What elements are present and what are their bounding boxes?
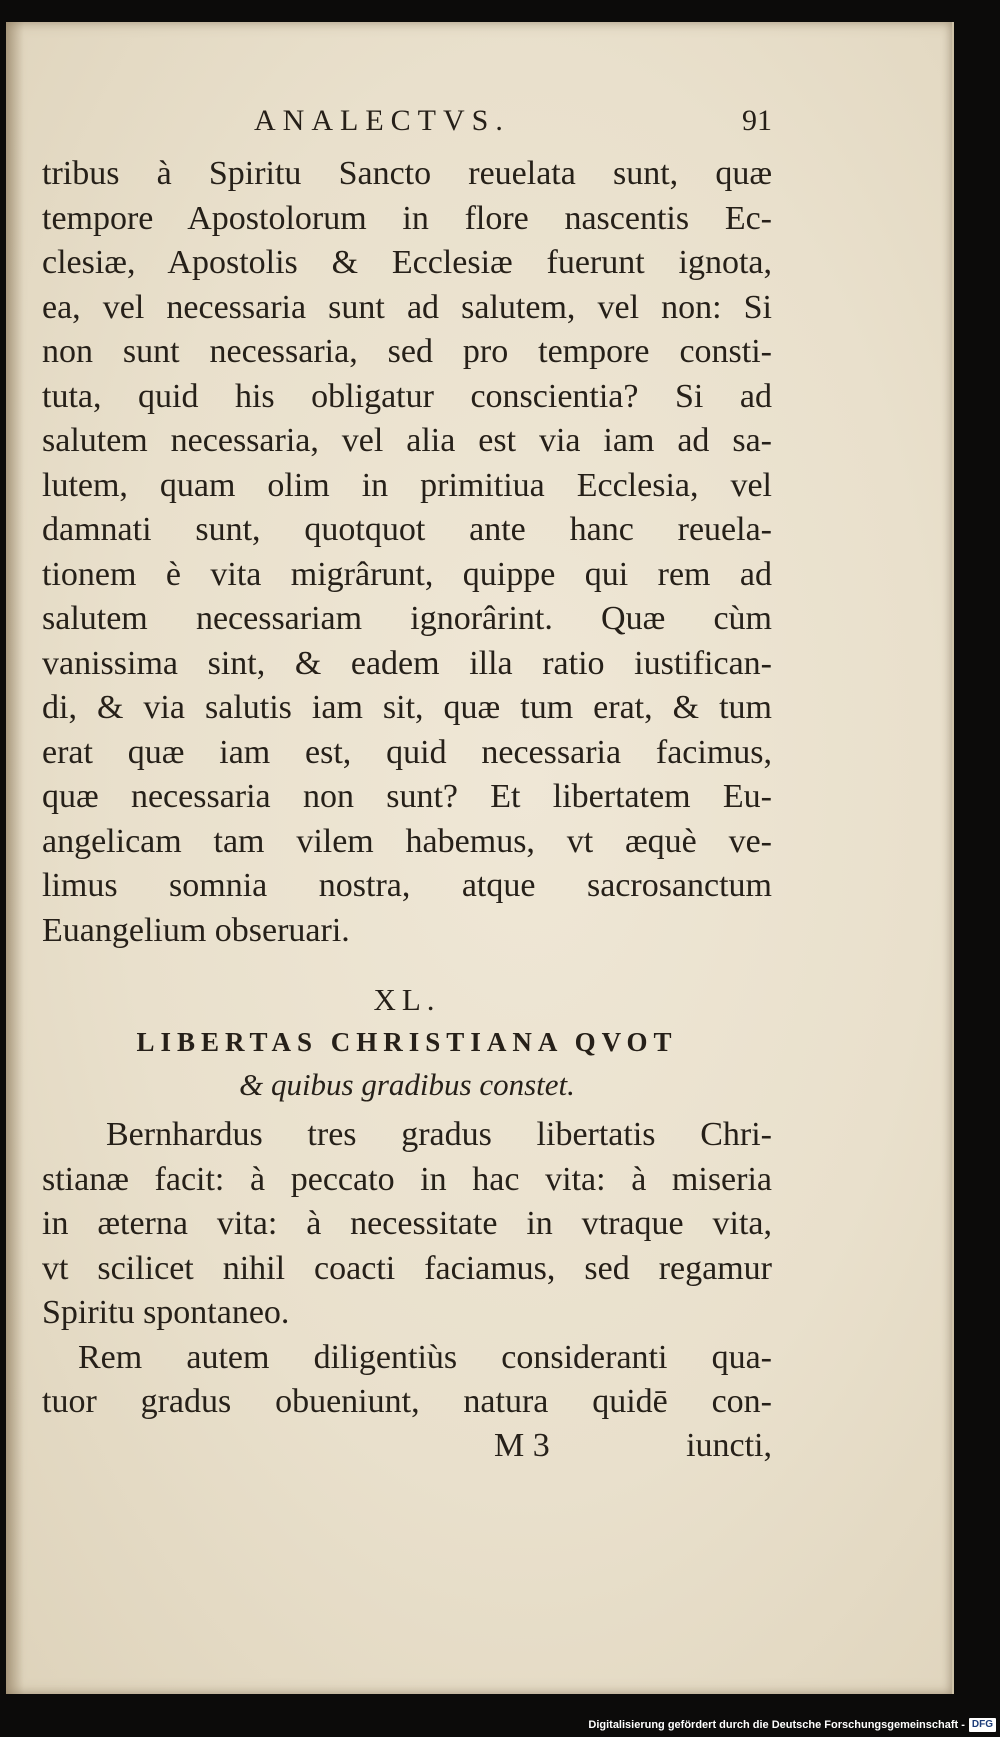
text-line: Spiritu spontaneo. — [42, 1294, 290, 1331]
text-line: in æterna vita: à necessitate in vtraque vita, — [42, 1205, 772, 1242]
text-line: vanissima sint, & eadem illa ratio iustifican- — [42, 644, 772, 682]
gutter-shadow — [6, 22, 24, 1694]
text-line: clesiæ, Apostolis & Ecclesiæ fuerunt ignota, — [42, 244, 772, 281]
paragraph-bernhardus — [42, 1113, 772, 1336]
text-line: damnati sunt, quotquot ante hanc reuela- — [42, 511, 772, 548]
text-line: salutem necessariam ignorârint. Quæ cùm — [42, 600, 772, 637]
dfg-logo-icon: DFG — [969, 1718, 996, 1732]
text-line: angelicam tam vilem habemus, vt æquè ve- — [42, 822, 772, 860]
section-title: LIBERTAS CHRISTIANA QVOT — [136, 1027, 678, 1057]
page-text-block — [42, 100, 772, 1469]
text-line: tempore Apostolorum in flore nascentis Ec- — [42, 199, 772, 237]
text-line: lutem, quam olim in primitiua Ecclesia, vel — [42, 466, 772, 504]
section-number: XL. — [373, 982, 441, 1017]
text-line: tuor gradus obueniunt, natura quidē con- — [42, 1383, 772, 1420]
text-line: salutem necessaria, vel alia est via iam ad sa- — [42, 422, 772, 459]
running-head — [42, 100, 772, 152]
digitization-footer — [588, 1717, 996, 1733]
running-head-title: ANALECTVS. — [254, 104, 510, 137]
text-line: quæ necessaria non sunt? Et libertatem Eu- — [42, 778, 772, 815]
text-line: di, & via salutis iam sit, quæ tum erat, & tum — [42, 689, 772, 726]
section-subtitle: & quibus gradibus constet. — [239, 1067, 575, 1102]
text-line: Bernhardus tres gradus libertatis Chri- — [106, 1116, 772, 1153]
text-line: limus somnia nostra, atque sacrosanctum — [42, 867, 772, 904]
page-number: 91 — [742, 104, 772, 137]
text-line: tribus à Spiritu Sancto reuelata sunt, quæ — [42, 155, 772, 192]
text-line: Euangelium obseruari. — [42, 911, 350, 949]
text-line: tionem è vita migrârunt, quippe qui rem ad — [42, 555, 772, 593]
catch-line — [42, 1425, 772, 1469]
text-line: vt scilicet nihil coacti faciamus, sed regamur — [42, 1249, 772, 1287]
catchword: iuncti, — [686, 1426, 772, 1464]
text-line: erat quæ iam est, quid necessaria facimus, — [42, 733, 772, 771]
paragraph-rem-autem — [42, 1336, 772, 1425]
paragraph-continuation — [42, 152, 772, 953]
text-line: non sunt necessaria, sed pro tempore consti- — [42, 333, 772, 370]
text-line: Rem autem diligentiùs consideranti qua- — [78, 1338, 772, 1376]
paper-page — [6, 22, 954, 1694]
text-line: ea, vel necessaria sunt ad salutem, vel non: Si — [42, 288, 772, 326]
text-line: stianæ facit: à peccato in hac vita: à miseria — [42, 1160, 772, 1198]
footer-credit-text: Digitalisierung gefördert durch die Deutsche Forschungsgemeinschaft - — [588, 1719, 965, 1731]
text-line: tuta, quid his obligatur conscientia? Si ad — [42, 377, 772, 415]
signature-mark: M 3 — [494, 1426, 550, 1464]
